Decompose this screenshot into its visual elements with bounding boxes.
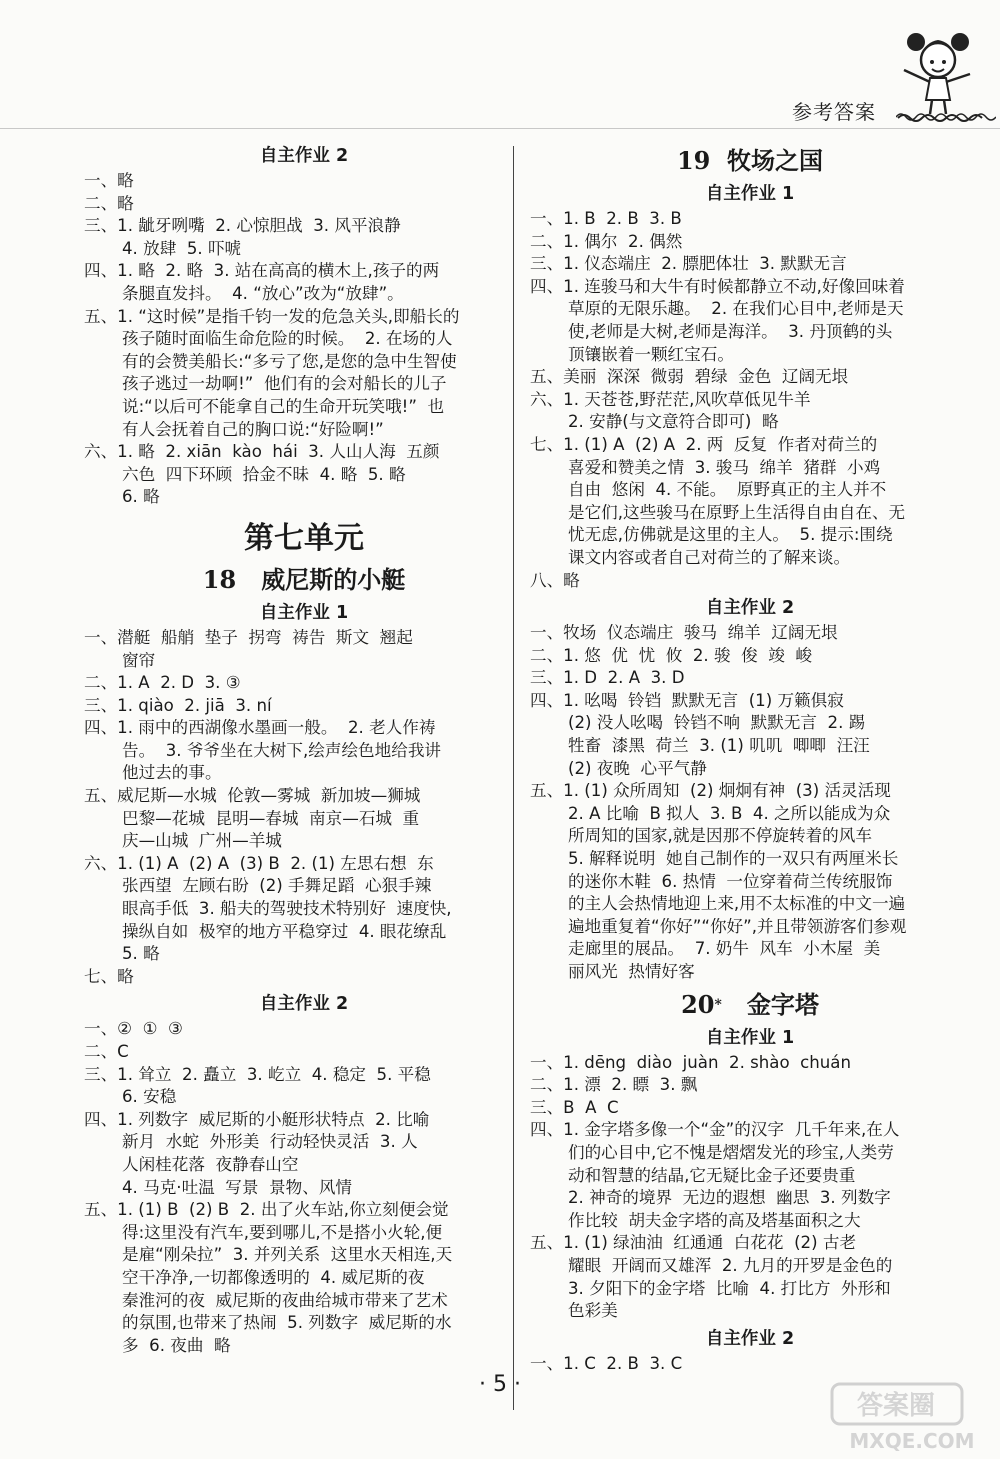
section-heading: 自主作业 2	[259, 146, 349, 166]
answer-line: 2. 安静(与文意符合即可) 略	[568, 412, 779, 432]
answer-line: 一、1. C 2. B 3. C	[530, 1353, 683, 1373]
answer-line: 4. 放肆 5. 吓唬	[122, 238, 242, 258]
section-heading: 自主作业 2	[259, 994, 349, 1015]
answer-line: 得:这里没有汽车,要到哪儿,不是搭小火轮,便	[122, 1222, 443, 1242]
answer-line: 顶镶嵌着一颗红宝石。	[568, 344, 734, 364]
answer-line: 四、1. 金字塔多像一个“金”的汉字 几千年来,在人	[530, 1120, 900, 1140]
answer-line: 四、1. 雨中的西湖像水墨画一般。 2. 老人作祷	[84, 718, 436, 738]
svg-text:答案圈: 答案圈	[856, 1391, 936, 1421]
answer-line: 操纵自如 极窄的地方平稳穿过 4. 眼花缭乱	[122, 921, 447, 941]
answer-line: 庆—山城 广州—羊城	[122, 831, 282, 851]
answer-line: 的氛围,也带来了热闹 5. 列数字 威尼斯的水	[122, 1313, 452, 1333]
svg-text:MXQE.COM: MXQE.COM	[849, 1429, 975, 1453]
answer-line: 五、1. (1) 众所周知 (2) 炯炯有神 (3) 活灵活现	[530, 781, 891, 801]
answer-line: 六色 四下环顾 拾金不昧 4. 略 5. 略	[122, 464, 406, 484]
answer-line: 作比较 胡夫金字塔的高及塔基面积之大	[568, 1210, 861, 1230]
answer-line: 草原的无限乐趣。 2. 在我们心目中,老师是天	[568, 299, 904, 319]
answer-line: 二、1. 偶尔 2. 偶然	[530, 231, 683, 251]
answer-line: 一、牧场 仪态端庄 骏马 绵羊 辽阔无垠	[530, 623, 838, 643]
answer-line: 条腿直发抖。 4. “放心”改为“放肆”。	[122, 283, 404, 303]
answer-line: 丽风光 热情好客	[568, 962, 695, 981]
answer-line: 动和智慧的结晶,它无疑比金子还要贵重	[568, 1165, 856, 1185]
girl-mascot-icon	[880, 14, 990, 124]
answer-line: 他过去的事。	[122, 763, 222, 783]
wave-decoration-icon	[896, 110, 996, 124]
answer-line: 一、略	[84, 171, 134, 190]
answer-line: 忧无虑,仿佛就是这里的主人。 5. 提示:围绕	[568, 525, 893, 545]
answer-line: 6. 安稳	[122, 1087, 177, 1107]
answer-line: 六、1. (1) A (2) A (3) B 2. (1) 左思右想 东	[84, 853, 434, 873]
answer-line: 三、1. 仪态端庄 2. 膘肥体壮 3. 默默无言	[530, 254, 847, 274]
section-heading: 自主作业 2	[705, 598, 795, 619]
answer-line: 三、1. 耸立 2. 矗立 3. 屹立 4. 稳定 5. 平稳	[84, 1064, 431, 1084]
answer-line: 二、1. 漂 2. 瞟 3. 飘	[530, 1075, 698, 1095]
lesson-name: 金字塔	[721, 989, 819, 1019]
answer-line: 空干净净,一切都像透明的 4. 威尼斯的夜	[122, 1267, 425, 1287]
answer-line: 牲畜 漆黑 荷兰 3. (1) 叽叽 唧唧 汪汪	[568, 736, 870, 756]
answer-line: 一、1. B 2. B 3. B	[530, 209, 682, 228]
answer-line: 的主人会热情地迎上来,用不太标准的中文一遍	[568, 894, 906, 914]
answer-line: 使,老师是大树,老师是海洋。 3. 丹顶鹤的头	[568, 321, 893, 341]
answer-line: 告。 3. 爷爷坐在大树下,绘声绘色地给我讲	[122, 740, 442, 760]
answer-line: 五、美丽 深深 微弱 碧绿 金色 辽阔无垠	[530, 367, 849, 387]
answer-line: 五、1. “这时候”是指千钧一发的危急关头,即船长的	[84, 306, 460, 326]
answer-line: 二、1. A 2. D 3. ③	[84, 673, 241, 693]
section-heading: 自主作业 1	[705, 1027, 795, 1048]
answer-line: 四、1. 列数字 威尼斯的小艇形状特点 2. 比喻	[84, 1109, 430, 1129]
answer-line: (2) 没人吆喝 铃铛不响 默默无言 2. 踢	[568, 713, 866, 733]
unit-title: 第七单元	[244, 520, 364, 556]
answer-line: 5. 解释说明 她自己制作的一双只有两厘米长	[568, 849, 899, 869]
lesson-optional-mark: *	[714, 996, 722, 1013]
answer-line: 三、1. D 2. A 3. D	[530, 668, 685, 688]
lesson-title: 19 牧场之国	[676, 146, 824, 175]
answer-line: 一、② ① ③	[84, 1019, 183, 1039]
answer-line: 巴黎—花城 昆明—春城 南京—石城 重	[122, 808, 420, 828]
answer-line: 六、1. 天苍苍,野茫茫,风吹草低见牛羊	[530, 389, 811, 409]
answer-line: 所周知的国家,就是因那不停旋转着的风车	[568, 826, 872, 846]
answer-line: 一、潜艇 船艄 垫子 拐弯 祷告 斯文 翘起	[84, 627, 413, 647]
answer-line: 五、威尼斯—水城 伦敦—雾城 新加坡—狮城	[84, 786, 421, 806]
answer-line: 孩子逃过一劫啊!” 他们有的会对船长的儿子	[122, 374, 447, 394]
answer-line: 二、C	[84, 1042, 129, 1061]
answer-line: 三、1. qiào 2. jiā 3. ní	[84, 695, 272, 715]
answer-line: 二、1. 悠 优 忧 攸 2. 骏 俊 竣 峻	[530, 645, 812, 665]
answer-line: 多 6. 夜曲 略	[122, 1335, 231, 1355]
answer-line: 走廊里的展品。 7. 奶牛 风车 小木屋 美	[568, 939, 881, 959]
answer-line: 四、1. 吆喝 铃铛 默默无言 (1) 万籁俱寂	[530, 690, 844, 710]
answer-line: (2) 夜晚 心平气静	[568, 758, 707, 778]
answer-line: 孩子随时面临生命危险的时候。 2. 在场的人	[122, 329, 453, 349]
answer-line: 6. 略	[122, 487, 160, 507]
answer-line: 是雇“刚朵拉” 3. 并列关系 这里水天相连,天	[122, 1245, 453, 1265]
answer-line: 五、1. (1) B (2) B 2. 出了火车站,你立刻便会觉	[84, 1200, 449, 1220]
answer-line: 人闲桂花落 夜静春山空	[122, 1154, 299, 1174]
answer-line: 新月 水蛇 外形美 行动轻快灵活 3. 人	[122, 1132, 418, 1152]
lesson-title	[530, 988, 970, 1022]
answer-line: 说:“以后可不能拿自己的生命开玩笑哦!” 也	[122, 396, 445, 416]
watermark-logo	[826, 1380, 996, 1455]
answer-line: 2. A 比喻 B 拟人 3. B 4. 之所以能成为众	[568, 803, 891, 823]
answer-line: 色彩美	[568, 1301, 618, 1321]
answer-line: 的迷你木鞋 6. 热情 一位穿着荷兰传统服饰	[568, 871, 893, 891]
answer-line: 眼高手低 3. 船夫的驾驶技术特别好 速度快,	[122, 899, 452, 919]
section-heading: 自主作业 1	[705, 184, 795, 204]
answer-line: 五、1. (1) 绿油油 红通通 白花花 (2) 古老	[530, 1233, 857, 1253]
answer-line: 七、略	[84, 966, 134, 986]
lesson-number: 20	[681, 989, 715, 1019]
answer-line: 是它们,这些骏马在原野上生活得自由自在、无	[568, 502, 906, 522]
answer-line: 课文内容或者自己对荷兰的了解来谈。	[568, 547, 851, 567]
answer-line: 2. 神奇的境界 无边的遐想 幽思 3. 列数字	[568, 1188, 891, 1208]
answer-line: 三、B A C	[530, 1097, 619, 1117]
answer-line: 4. 马克·吐温 写景 景物、风情	[122, 1177, 353, 1197]
lesson-title: 18 威尼斯的小艇	[202, 564, 406, 594]
answer-line: 3. 夕阳下的金字塔 比喻 4. 打比方 外形和	[568, 1278, 891, 1298]
page-header	[0, 0, 1000, 130]
answer-line: 八、略	[530, 570, 580, 590]
answer-line: 有人会抚着自己的胸口说:“好险啊!”	[122, 419, 384, 439]
answer-line: 四、1. 连骏马和大牛有时候都静立不动,好像回味着	[530, 276, 905, 296]
answer-line: 们的心目中,它不愧是熠熠发光的珍宝,人类劳	[568, 1142, 894, 1162]
answer-line: 三、1. 龇牙咧嘴 2. 心惊胆战 3. 风平浪静	[84, 216, 401, 236]
answer-line: 四、1. 略 2. 略 3. 站在高高的横木上,孩子的两	[84, 261, 440, 281]
answer-line: 耀眼 开阔而又雄浑 2. 九月的开罗是金色的	[568, 1255, 893, 1275]
header-rule	[0, 128, 1000, 129]
answer-line: 张西望 左顾右盼 (2) 手舞足蹈 心狠手辣	[122, 876, 432, 896]
answer-line: 自由 悠闲 4. 不能。 原野真正的主人并不	[568, 480, 887, 500]
answer-line: 六、1. 略 2. xiān kào hái 3. 人山人海 五颜	[84, 442, 440, 462]
section-heading: 自主作业 2	[705, 1328, 795, 1349]
page-number: · 5 ·	[479, 1372, 521, 1397]
answer-line: 有的会赞美船长:“多亏了您,是您的急中生智使	[122, 351, 457, 371]
section-heading: 自主作业 1	[259, 602, 349, 623]
answer-line: 喜爱和赞美之情 3. 骏马 绵羊 猪群 小鸡	[568, 457, 881, 477]
answer-line: 二、略	[84, 193, 134, 213]
right-column	[530, 140, 970, 1375]
answer-line: 一、1. dēng diào juàn 2. shào chuán	[530, 1052, 851, 1072]
answer-line: 5. 略	[122, 944, 160, 964]
answer-line: 窗帘	[122, 650, 156, 670]
answer-line: 七、1. (1) A (2) A 2. 两 反复 作者对荷兰的	[530, 434, 878, 454]
answer-line: 遍地重复着“你好”“你好”,并且带领游客们参观	[568, 916, 907, 936]
answer-line: 秦淮河的夜 威尼斯的夜曲给城市带来了艺术	[122, 1290, 448, 1310]
left-column	[84, 140, 524, 1357]
header-label: 参考答案	[792, 100, 876, 124]
